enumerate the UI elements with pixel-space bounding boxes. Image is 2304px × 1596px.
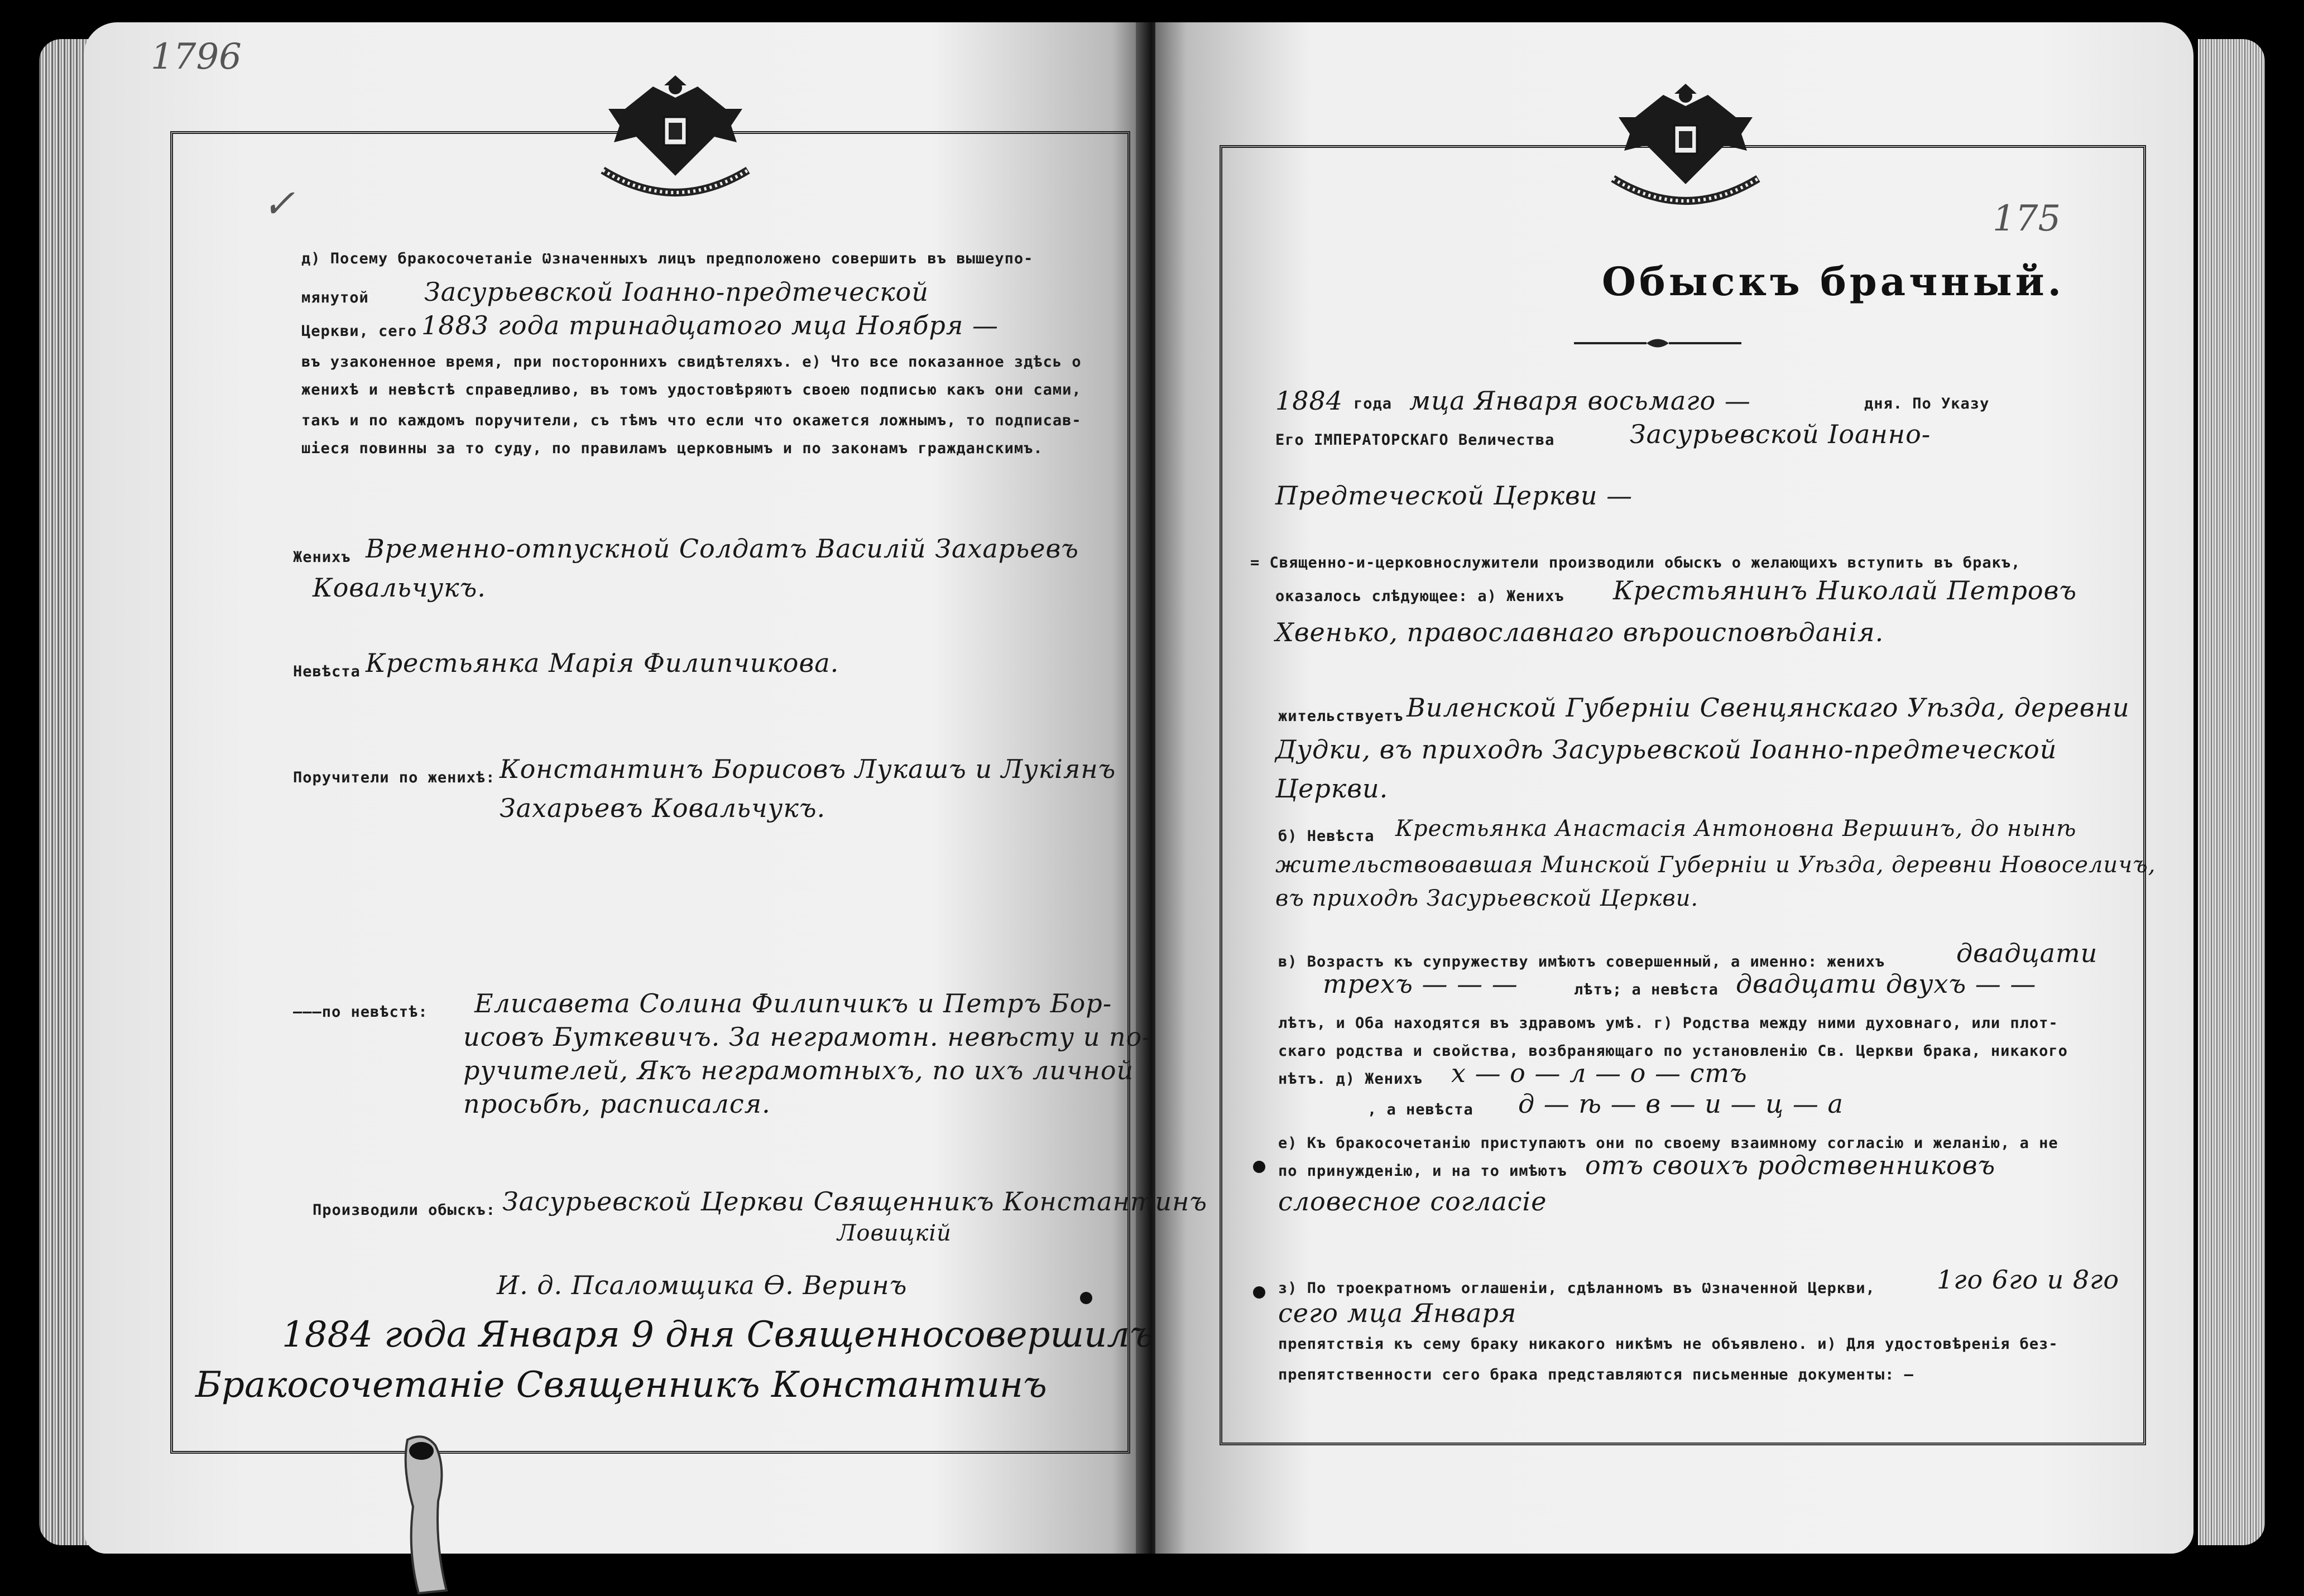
document-title: Обыскъ брачный. <box>1602 258 2065 305</box>
bride-line1: Крестьянка Марія Филипчикова. <box>366 648 839 678</box>
right-page-edges <box>2198 39 2265 1545</box>
groom-guarantors-label: Поручители по женихѣ: <box>293 769 496 786</box>
age-line6-print: , а невѣста <box>1367 1101 1473 1118</box>
consent-line3-hand: словесное согласіе <box>1278 1186 1547 1217</box>
imperial-eagle-emblem-icon <box>1596 84 1775 206</box>
bride-guarantors-label: ———по невѣстѣ: <box>293 1003 428 1021</box>
section-d-line2-print: мянутой <box>301 289 369 306</box>
consent-line2-print: по принужденію, и на то имѣютъ <box>1278 1162 1567 1180</box>
section-d-date-hand: 1883 года тринадцатого мца Ноября — <box>421 310 999 340</box>
section-d-church-hand: Засурьевской Іоанно-предтеческой <box>424 277 929 307</box>
age-groom-status-hand: х — о — л — о — стъ <box>1451 1058 1748 1088</box>
bride-b-line1: Крестьянка Анастасія Антоновна Вершинъ, до нынѣ <box>1395 816 2077 842</box>
age-line1-print: в) Возрастъ къ супружеству имѣютъ совершенный, а именно: женихъ <box>1278 953 1885 970</box>
consent-line2-hand: отъ своихъ родственниковъ <box>1585 1150 1996 1180</box>
age-line4: скаго родства и свойства, возбраняющаго по установленію Св. Церкви брака, никакого <box>1278 1042 2068 1060</box>
section-d-line6: такъ и по каждомъ поручители, съ тѣмъ что если что окажется ложнымъ, то подписав- <box>301 412 1082 429</box>
groom-line2: Ковальчукъ. <box>313 573 486 603</box>
intro-year-hand: 1884 <box>1275 386 1343 416</box>
residence-line1: Виленской Губерніи Свенцянскаго Уѣзда, деревни <box>1407 693 2130 723</box>
banns-line1-print: з) По троекратномъ оглашеніи, сдѣланномъ въ Ѡзначенной Церкви, <box>1278 1280 1875 1297</box>
binding-hole <box>1253 1161 1265 1173</box>
title-flourish-icon <box>1568 335 1747 352</box>
age-groom-hand-2: трехъ — — — <box>1323 969 1518 999</box>
bride-b-print: б) Невѣста <box>1278 828 1375 845</box>
residence-line2: Дудки, въ приходѣ Засурьевской Іоанно-предтеческой <box>1275 734 2057 765</box>
clergy-groom-hand-2: Хвенько, православнаго вѣроисповѣданія. <box>1275 617 1884 647</box>
conducted-line3: И. д. Псаломщика Ѳ. Веринъ <box>497 1270 908 1300</box>
binding-hole <box>1253 1286 1265 1299</box>
bride-guarantors-line1: Елисавета Солина Филипчикъ и Петръ Бор- <box>474 988 1112 1018</box>
bride-guarantors-line2: исовъ Буткевичъ. За неграмотн. невѣсту и по- <box>463 1022 1151 1052</box>
age-bride-hand: двадцати двухъ — — <box>1736 969 2037 999</box>
intro-church-hand: Засурьевской Іоанно- <box>1630 419 1931 449</box>
age-line2-print: лѣтъ; а невѣста <box>1574 981 1719 998</box>
bride-b-line2: жительствовавшая Минской Губерніи и Уѣзда, деревни Новоселичъ, <box>1275 852 2156 878</box>
bride-label: Невѣста <box>293 663 361 680</box>
groom-guarantors-line1: Константинъ Борисовъ Лукашъ и Лукіянъ <box>500 754 1116 784</box>
imperial-eagle-emblem-icon <box>586 75 765 198</box>
clergy-line1: = Священно-и-церковнослужители производили обыскъ о желающихъ вступить въ бракъ, <box>1250 554 2021 571</box>
book-clasp <box>385 1434 474 1596</box>
age-line3: лѣтъ, и Оба находятся въ здравомъ умѣ. г) Родства между ними духовнаго, или плот- <box>1278 1015 2058 1032</box>
banns-line3: препятствія къ сему браку никакого никѣмъ не объявлено. и) Для удостовѣренія без- <box>1278 1335 2058 1353</box>
bottom-note-line2: Бракосочетаніе Священникъ Константинъ <box>195 1364 1047 1406</box>
conducted-line2: Ловицкій <box>837 1220 952 1246</box>
section-d-line1: д) Посему бракосочетаніе Ѡзначенныхъ лицъ предположено совершить въ вышеупо- <box>301 250 1034 267</box>
residence-line3: Церкви. <box>1275 773 1389 804</box>
age-bride-status-hand: д — ѣ — в — и — ц — а <box>1518 1089 1844 1119</box>
residence-label: жительствуетъ <box>1278 708 1404 725</box>
section-d-line3-print: Церкви, сего <box>301 323 417 340</box>
section-d-line4: въ узаконенное время, при постороннихъ свидѣтеляхъ. е) Что все показанное здѣсь о <box>301 353 1082 371</box>
intro-day-print: дня. По Указу <box>1864 395 1990 412</box>
bride-guarantors-line4: просьбѣ, расписался. <box>463 1089 771 1119</box>
consent-line1: е) Къ бракосочетанію приступаютъ они по своему взаимному согласію и желанію, а не <box>1278 1134 2058 1152</box>
groom-label: Женихъ <box>293 549 351 566</box>
clergy-line2-print: оказалось слѣдующее: а) Женихъ <box>1275 588 1564 605</box>
conducted-label: Производили обыскъ: <box>313 1201 496 1219</box>
pencil-check-mark: ✓ <box>262 181 295 227</box>
section-d-line5: женихѣ и невѣстѣ справедливо, въ томъ удостовѣряютъ своею подписью какъ они сами, <box>301 381 1082 398</box>
bride-guarantors-line3: ручителей, Якъ неграмотныхъ, по ихъ личной <box>463 1055 1134 1085</box>
folio-number: 175 <box>1993 198 2061 239</box>
intro-year-print: года <box>1353 395 1393 412</box>
groom-line1: Временно-отпускной Солдатъ Василій Захарьевъ <box>366 533 1079 564</box>
intro-date-hand: мца Января восьмаго — <box>1409 386 1751 416</box>
banns-month-hand: сего мца Января <box>1278 1298 1517 1328</box>
groom-guarantors-line2: Захарьевъ Ковальчукъ. <box>500 793 826 823</box>
intro-majesty-print: Его ІМПЕРАТОРСКАГО Величества <box>1275 431 1555 449</box>
age-groom-hand: двадцати <box>1956 938 2098 968</box>
clergy-groom-hand: Крестьянинъ Николай Петровъ <box>1613 575 2077 605</box>
banns-dates-hand: 1го 6го и 8го <box>1937 1265 2120 1295</box>
pencil-page-number: 1796 <box>151 36 242 78</box>
bottom-note-line1: 1884 года Января 9 дня Священносовершилъ <box>282 1314 1154 1355</box>
bride-b-line3: въ приходѣ Засурьевской Церкви. <box>1275 886 1699 911</box>
intro-church-hand-2: Предтеческой Церкви — <box>1275 480 1633 511</box>
banns-line4: препятственности сего брака представляются письменные документы: — <box>1278 1366 1914 1383</box>
left-page-edges <box>39 39 89 1545</box>
conducted-line1: Засурьевской Церкви Священникъ Константинъ <box>502 1186 1208 1217</box>
binding-hole <box>1080 1292 1092 1304</box>
section-d-line7: шіеся повинны за то суду, по правиламъ церковнымъ и по законамъ гражданскимъ. <box>301 440 1043 457</box>
age-line5-print: нѣтъ. д) Женихъ <box>1278 1070 1423 1088</box>
